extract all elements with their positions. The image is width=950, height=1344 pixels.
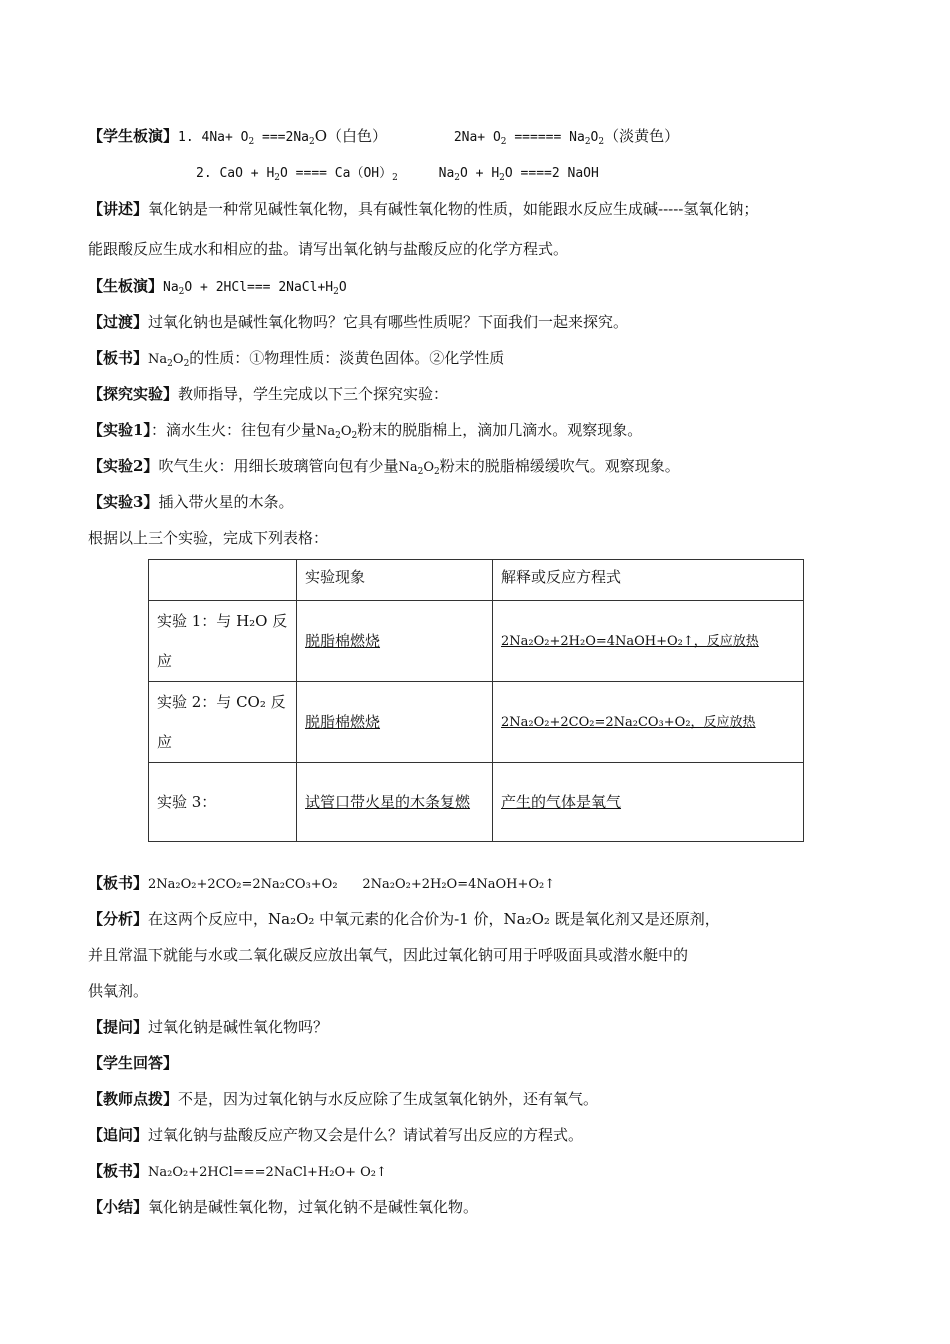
board-note-hcl: 【板书】Na₂O₂+2HCl===2NaCl+H₂O+ O₂↑ — [88, 1162, 387, 1180]
inquiry-line: 【探究实验】教师指导，学生完成以下三个探究实验： — [88, 385, 449, 403]
table-header-cell — [149, 560, 297, 601]
section-tag: 【讲述】 — [88, 200, 149, 218]
phenomenon-cell: 试管口带火星的木条复燃 — [297, 763, 493, 842]
explanation-cell: 产生的气体是氧气 — [493, 763, 804, 842]
section-tag: 【追问】 — [88, 1126, 149, 1144]
board-note-equations: 【板书】2Na₂O₂+2CO₂=2Na₂CO₃+O₂ 2Na₂O₂+2H₂O=4NaOH+O₂↑ — [88, 874, 556, 892]
explanation-cell: 2Na₂O₂+2CO₂=2Na₂CO₃+O₂，反应放热 — [493, 682, 804, 763]
section-tag: 【实验3】 — [88, 493, 159, 511]
section-tag: 【板书】 — [88, 349, 149, 367]
question-line: 【提问】过氧化钠是碱性氧化物吗？ — [88, 1018, 329, 1036]
table-row — [149, 682, 804, 763]
board-note-properties: 【板书】$Na_2O_2$的性质：①物理性质：淡黄色固体。②化学性质 — [88, 349, 505, 369]
section-tag: 【实验2】 — [88, 457, 159, 475]
table-row — [149, 763, 804, 842]
analysis-paragraph: 【分析】在这两个反应中，Na₂O₂ 中氧元素的化合价为-1 价，Na₂O₂ 既是氧化剂又是还原剂， — [88, 910, 720, 928]
section-tag: 【小结】 — [88, 1198, 149, 1216]
table-intro: 根据以上三个实验，完成下列表格： — [88, 529, 329, 547]
table-row — [149, 601, 804, 682]
experiment-2-line: 【实验2】吹气生火：用细长玻璃管向包有少量$Na_2O_2$粉末的脱脂棉缓缓吹气。观察现象。 — [88, 457, 680, 477]
section-tag: 【板书】 — [88, 1162, 149, 1180]
transition-line: 【过渡】过氧化钠也是碱性氧化物吗？它具有哪些性质呢？下面我们一起来探究。 — [88, 313, 629, 331]
teacher-hint-line: 【教师点拨】不是，因为过氧化钠与水反应除了生成氢氧化钠外，还有氧气。 — [88, 1090, 599, 1108]
table-header-cell: 解释或反应方程式 — [493, 560, 804, 601]
experiment-3-line: 【实验3】插入带火星的木条。 — [88, 493, 294, 511]
student-answer-line — [88, 1053, 178, 1073]
section-tag: 【生板演】 — [88, 277, 164, 295]
table-header-cell: 实验现象 — [297, 560, 493, 601]
section-tag: 【分析】 — [88, 910, 149, 928]
experiment-name-cell: 实验 3： — [149, 763, 297, 842]
section-tag: 【实验1】 — [88, 421, 151, 439]
board-line-2: 2. CaO + $H_2O$ ==== $Ca(OH)_2$ $Na_2O + H_2O ====2$ NaOH — [196, 166, 599, 183]
section-tag: 【学生板演】 — [88, 127, 179, 145]
phenomenon-cell: 脱脂棉燃烧 — [297, 682, 493, 763]
board-line-1: 【学生板演】1. $4Na+ O_2 ===2Na_2O$（白色） $2Na+ O_2$ ====== $Na_2O_2$（淡黄色） — [88, 127, 680, 147]
analysis-paragraph-cont: 并且常温下就能与水或二氧化碳反应放出氧气，因此过氧化钠可用于呼吸面具或潜水艇中的 — [88, 946, 689, 964]
section-tag: 【板书】 — [88, 874, 149, 892]
followup-question-line: 【追问】过氧化钠与盐酸反应产物又会是什么？请试着写出反应的方程式。 — [88, 1126, 584, 1144]
table-header-row — [149, 560, 804, 601]
phenomenon-cell: 脱脂棉燃烧 — [297, 601, 493, 682]
explanation-cell: 2Na₂O₂+2H₂O=4NaOH+O₂↑，反应放热 — [493, 601, 804, 682]
lecture-paragraph-cont: 能跟酸反应生成水和相应的盐。请写出氧化钠与盐酸反应的化学方程式。 — [88, 240, 569, 258]
section-tag: 【探究实验】 — [88, 385, 179, 403]
section-tag: 【学生回答】 — [88, 1054, 179, 1072]
lecture-paragraph: 【讲述】氧化钠是一种常见碱性氧化物，具有碱性氧化物的性质，如能跟水反应生成碱-----氢氧化钠； — [88, 200, 759, 218]
summary-line: 【小结】氧化钠是碱性氧化物，过氧化钠不是碱性氧化物。 — [88, 1198, 479, 1216]
section-tag: 【教师点拨】 — [88, 1090, 179, 1108]
experiment-name-cell: 实验 1：与 H₂O 反应 — [149, 601, 297, 682]
section-tag: 【过渡】 — [88, 313, 149, 331]
section-tag: 【提问】 — [88, 1018, 149, 1036]
analysis-paragraph-end: 供氧剂。 — [88, 982, 149, 1000]
student-board-line: 【生板演】$Na_2O + 2HCl===$ $2NaCl+H_2O$ — [88, 277, 347, 297]
experiment-1-line: 【实验1】：滴水生火：往包有少量$Na_2O_2$粉末的脱脂棉上，滴加几滴水。观察现象。 — [88, 421, 643, 441]
experiment-table — [148, 559, 804, 842]
experiment-name-cell: 实验 2：与 CO₂ 反应 — [149, 682, 297, 763]
